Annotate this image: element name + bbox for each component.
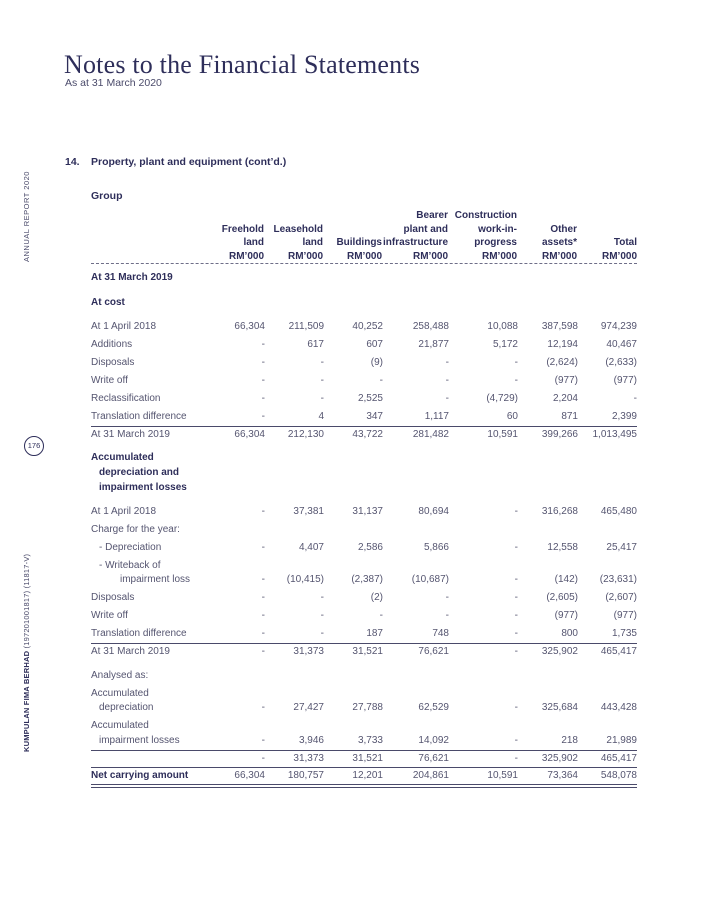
table-row <box>91 524 637 538</box>
table-cell: 607 <box>366 339 383 350</box>
table-cell: - <box>261 702 265 713</box>
table-cell: 2,204 <box>552 393 578 404</box>
row-double-rule <box>91 784 637 788</box>
table-row <box>91 702 637 716</box>
table-cell: 465,417 <box>600 753 637 764</box>
table-cell: 4 <box>318 411 324 422</box>
table-cell: 66,304 <box>234 770 265 781</box>
table-cell: - <box>379 610 383 621</box>
table-cell: 62,529 <box>418 702 449 713</box>
table-cell: 325,902 <box>541 646 578 657</box>
column-header-line: Construction <box>454 210 517 221</box>
table-cell: - <box>514 628 518 639</box>
table-row <box>91 646 637 660</box>
row-label: impairment loss <box>120 574 191 585</box>
table-cell: - <box>261 542 265 553</box>
table-cell: 387,598 <box>541 321 578 332</box>
table-cell: 76,621 <box>418 646 449 657</box>
table-cell: 871 <box>561 411 578 422</box>
table-row <box>91 411 637 425</box>
table-cell: (2,387) <box>351 574 383 585</box>
column-header-line: RM’000 <box>287 250 323 262</box>
table-cell: (23,631) <box>599 574 637 585</box>
table-cell: - <box>261 411 265 422</box>
row-label: Disposals <box>91 357 135 368</box>
column-header-line: Total <box>613 237 637 248</box>
table-row <box>91 467 637 481</box>
table-cell: 281,482 <box>412 429 449 440</box>
row-label: At 31 March 2019 <box>91 272 173 283</box>
table-cell: 10,591 <box>487 429 518 440</box>
table-row <box>91 735 637 749</box>
table-row <box>91 482 637 496</box>
table-cell: 180,757 <box>287 770 324 781</box>
table-cell: - <box>445 375 449 386</box>
table-cell: (2) <box>370 592 383 603</box>
table-row <box>91 452 637 466</box>
table-cell: 465,417 <box>600 646 637 657</box>
table-cell: 5,172 <box>492 339 518 350</box>
column-header-line: plant and <box>403 223 448 235</box>
table-cell: 325,684 <box>541 702 578 713</box>
table-cell: 31,137 <box>352 506 383 517</box>
side-company <box>22 554 31 752</box>
table-cell: 73,364 <box>547 770 578 781</box>
column-header <box>368 207 448 263</box>
table-cell: 4,407 <box>298 542 324 553</box>
table-cell: - <box>633 393 637 404</box>
table-cell: (2,624) <box>546 357 578 368</box>
row-label: Translation difference <box>91 411 187 422</box>
table-cell: 399,266 <box>541 429 578 440</box>
table-cell: 12,194 <box>547 339 578 350</box>
column-header-line: RM’000 <box>346 250 382 262</box>
table-cell: - <box>261 339 265 350</box>
row-rule <box>91 643 637 644</box>
table-cell: 2,399 <box>611 411 637 422</box>
row-label: impairment losses <box>99 735 180 746</box>
table-cell: 21,877 <box>418 339 449 350</box>
table-cell: - <box>514 574 518 585</box>
column-header-line: RM’000 <box>412 250 448 262</box>
column-header-line: RM’000 <box>228 250 264 262</box>
table-cell: (10,415) <box>286 574 324 585</box>
table-cell: - <box>261 753 265 764</box>
column-header-line: RM’000 <box>601 250 637 262</box>
table-cell: 548,078 <box>600 770 637 781</box>
table-cell: - <box>261 610 265 621</box>
table-cell: (2,633) <box>605 357 637 368</box>
row-label: Write off <box>91 375 128 386</box>
column-header-line: assets* <box>541 237 577 248</box>
table-cell: 748 <box>432 628 449 639</box>
column-header-line: infrastructure <box>382 237 448 248</box>
row-label: At 31 March 2019 <box>91 429 170 440</box>
table-cell: 617 <box>307 339 324 350</box>
table-row <box>91 670 637 684</box>
table-cell: 21,989 <box>606 735 637 746</box>
row-label: Additions <box>91 339 133 350</box>
row-rule <box>91 750 637 751</box>
table-cell: - <box>514 610 518 621</box>
table-cell: 5,866 <box>423 542 449 553</box>
table-cell: 31,521 <box>352 646 383 657</box>
table-cell: 10,088 <box>487 321 518 332</box>
row-label: At cost <box>91 297 125 308</box>
column-header <box>557 207 637 263</box>
table-cell: 316,268 <box>541 506 578 517</box>
row-label: impairment losses <box>99 482 187 493</box>
column-header-line: RM’000 <box>481 250 517 262</box>
table-cell: 25,417 <box>606 542 637 553</box>
table-cell: - <box>320 375 324 386</box>
table-cell: - <box>261 628 265 639</box>
table-cell: 12,558 <box>547 542 578 553</box>
column-header-line: Other <box>550 223 577 235</box>
section-heading <box>65 156 286 168</box>
table-cell: 66,304 <box>234 321 265 332</box>
table-row <box>91 753 637 767</box>
table-cell: (977) <box>554 375 578 386</box>
table-cell: - <box>514 753 518 764</box>
table-cell: - <box>261 735 265 746</box>
row-label: depreciation and <box>99 467 180 478</box>
header-rule <box>91 263 637 264</box>
table-cell: 3,946 <box>298 735 324 746</box>
table-cell: 211,509 <box>288 321 324 332</box>
table-cell: - <box>445 357 449 368</box>
table-cell: 974,239 <box>600 321 637 332</box>
table-cell: (2,605) <box>546 592 578 603</box>
table-cell: (977) <box>613 610 637 621</box>
table-cell: 800 <box>561 628 578 639</box>
table-cell: - <box>514 646 518 657</box>
row-label: Accumulated <box>91 452 154 463</box>
row-label: At 31 March 2019 <box>91 646 170 657</box>
table-cell: (977) <box>613 375 637 386</box>
table-cell: 40,252 <box>352 321 383 332</box>
page-subtitle: As at 31 March 2020 <box>65 77 162 89</box>
table-cell: 31,373 <box>293 753 324 764</box>
table-row <box>91 628 637 642</box>
table-row <box>91 321 637 335</box>
table-row <box>91 506 637 520</box>
column-header-line: land <box>243 237 264 248</box>
table-cell: (9) <box>370 357 383 368</box>
row-rule <box>91 767 637 768</box>
table-cell: - <box>445 592 449 603</box>
table-cell: - <box>514 735 518 746</box>
table-cell: 12,201 <box>352 770 383 781</box>
table-cell: - <box>445 610 449 621</box>
table-row <box>91 339 637 353</box>
table-cell: - <box>320 393 324 404</box>
table-cell: (142) <box>554 574 578 585</box>
row-label: - Writeback of <box>99 560 161 571</box>
table-cell: 325,902 <box>541 753 578 764</box>
table-cell: - <box>261 375 265 386</box>
row-label: Analysed as: <box>91 670 149 681</box>
section-number: 14. <box>65 156 80 168</box>
table-row <box>91 393 637 407</box>
table-cell: 66,304 <box>234 429 265 440</box>
table-cell: - <box>261 646 265 657</box>
table-row <box>91 574 637 588</box>
table-cell: 37,381 <box>293 506 324 517</box>
table-cell: 43,722 <box>352 429 383 440</box>
company-reg: (197201001817) (11817-V) <box>22 553 31 651</box>
table-row <box>91 610 637 624</box>
row-label: At 1 April 2018 <box>91 506 157 517</box>
table-cell: 347 <box>366 411 383 422</box>
table-cell: 31,373 <box>293 646 324 657</box>
row-rule <box>91 426 637 427</box>
page-number: 176 <box>24 436 44 456</box>
table-cell: 3,733 <box>357 735 383 746</box>
row-label: Reclassification <box>91 393 161 404</box>
table-row <box>91 375 637 389</box>
column-header-line: RM’000 <box>541 250 577 262</box>
table-cell: - <box>261 357 265 368</box>
table-cell: 258,488 <box>412 321 449 332</box>
table-cell: - <box>320 628 324 639</box>
table-row <box>91 720 637 734</box>
table-cell: 187 <box>366 628 383 639</box>
table-cell: 465,480 <box>600 506 637 517</box>
table-cell: (4,729) <box>486 393 518 404</box>
table-cell: 1,735 <box>611 628 637 639</box>
company-name: KUMPULAN FIMA BERHAD <box>22 650 31 752</box>
table-cell: 2,525 <box>357 393 383 404</box>
column-header-line: Buildings <box>336 237 382 248</box>
table-cell: 14,092 <box>418 735 449 746</box>
row-label: Net carrying amount <box>91 770 189 781</box>
table-cell: (2,607) <box>605 592 637 603</box>
table-cell: - <box>261 592 265 603</box>
table-row <box>91 272 637 286</box>
table-row <box>91 297 637 311</box>
table-cell: 1,013,495 <box>592 429 637 440</box>
table-cell: - <box>320 592 324 603</box>
row-label: Accumulated <box>91 688 149 699</box>
column-header-line: progress <box>474 237 517 248</box>
table-cell: - <box>261 393 265 404</box>
column-header-line: Bearer <box>416 210 448 221</box>
side-annual-report: ANNUAL REPORT 2020 <box>22 171 31 262</box>
table-cell: 204,861 <box>412 770 449 781</box>
row-label: - Depreciation <box>99 542 162 553</box>
table-cell: 31,521 <box>352 753 383 764</box>
table-cell: - <box>514 592 518 603</box>
table-cell: 1,117 <box>424 411 449 422</box>
row-label: Charge for the year: <box>91 524 180 535</box>
section-title: Property, plant and equipment (cont’d.) <box>91 156 287 168</box>
row-label: Disposals <box>91 592 135 603</box>
table-cell: - <box>514 542 518 553</box>
table-cell: - <box>445 393 449 404</box>
table-cell: 60 <box>506 411 518 422</box>
table-cell: 27,788 <box>352 702 383 713</box>
table-cell: 2,586 <box>357 542 383 553</box>
table-cell: 80,694 <box>418 506 449 517</box>
table-cell: - <box>261 506 265 517</box>
table-cell: - <box>514 357 518 368</box>
page-title: Notes to the Financial Statements <box>64 50 421 79</box>
row-label: At 1 April 2018 <box>91 321 157 332</box>
table-cell: - <box>514 506 518 517</box>
row-label: Translation difference <box>91 628 187 639</box>
table-cell: - <box>320 357 324 368</box>
table-row <box>91 770 637 784</box>
table-row <box>91 560 637 574</box>
table-cell: 76,621 <box>418 753 449 764</box>
row-label: Accumulated <box>91 720 149 731</box>
table-cell: - <box>514 702 518 713</box>
table-row <box>91 688 637 702</box>
table-cell: 443,428 <box>600 702 637 713</box>
table-row <box>91 592 637 606</box>
column-header-line: Freehold <box>221 223 264 235</box>
table-cell: 212,130 <box>287 429 324 440</box>
table-cell: (977) <box>554 610 578 621</box>
table-cell: 27,427 <box>293 702 324 713</box>
column-header-line: land <box>302 237 323 248</box>
column-header-line: work-in- <box>478 223 517 235</box>
table-row <box>91 429 637 443</box>
column-header-line: Leasehold <box>273 223 323 235</box>
table-cell: - <box>514 375 518 386</box>
table-cell: - <box>320 610 324 621</box>
row-label: depreciation <box>99 702 154 713</box>
table-cell: 218 <box>561 735 578 746</box>
table-row <box>91 357 637 371</box>
group-label: Group <box>91 190 123 202</box>
table-cell: 40,467 <box>606 339 637 350</box>
row-label: Write off <box>91 610 128 621</box>
table-row <box>91 542 637 556</box>
table-cell: 10,591 <box>487 770 518 781</box>
table-cell: - <box>379 375 383 386</box>
table-cell: (10,687) <box>411 574 449 585</box>
table-cell: - <box>261 574 265 585</box>
